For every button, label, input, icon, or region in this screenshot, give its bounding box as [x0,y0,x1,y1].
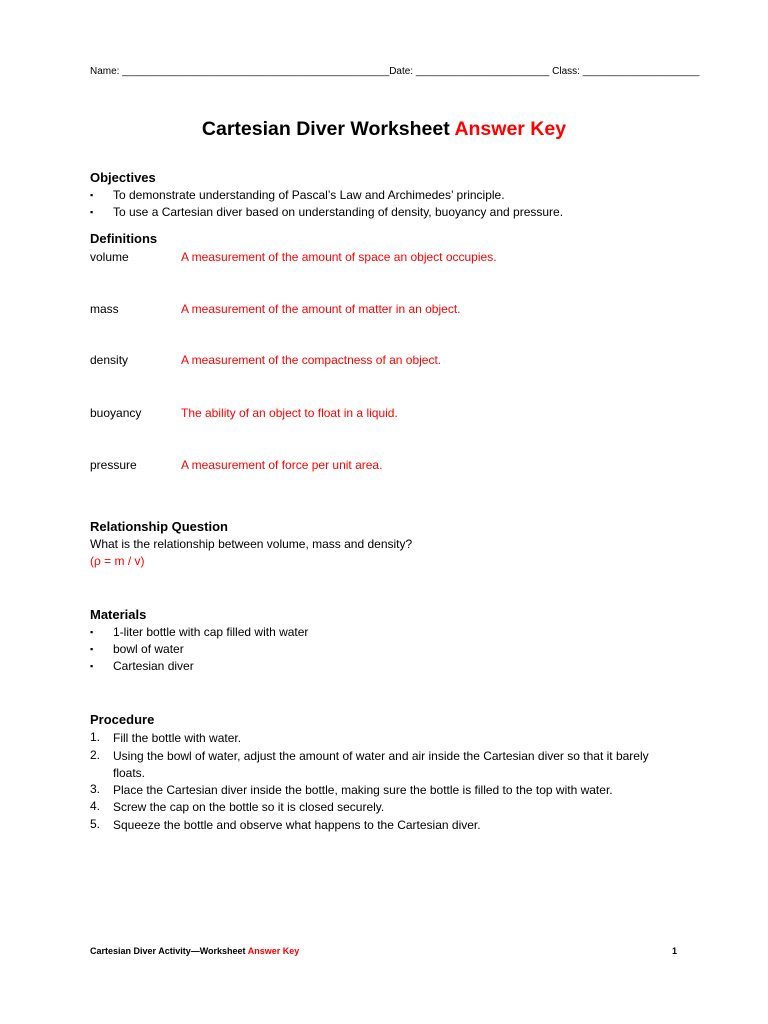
list-item [90,659,194,673]
definitions-heading: Definitions [90,231,158,246]
class-blank: _____________________ [582,66,700,77]
definition-term: density [90,353,129,367]
name-blank: ________________________________________________ [122,66,390,77]
definition-term: mass [90,302,119,316]
footer-answer-key: Answer Key [247,946,300,956]
procedure-step [90,782,670,799]
class-label: Class: [549,66,583,77]
bullet-icon: ▪ [90,661,94,671]
title-answer-key: Answer Key [454,118,567,140]
step-text: Place the Cartesian diver inside the bottle, making sure the bottle is filled to the top with water. [113,783,613,797]
bullet-icon: ▪ [90,644,94,654]
procedure-step [90,799,670,816]
page-title [0,118,768,141]
objectives-heading: Objectives [90,170,156,185]
step-text: Squeeze the bottle and observe what happens to the Cartesian diver. [113,818,481,832]
materials-heading: Materials [90,607,147,622]
footer-title: Cartesian Diver Activity—Worksheet [90,946,248,956]
list-item [90,625,308,639]
list-item [90,205,563,219]
list-item [90,642,184,656]
relationship-heading: Relationship Question [90,519,228,534]
material-text: 1-liter bottle with cap filled with water [113,625,309,639]
step-number: 5. [90,817,101,831]
step-number: 3. [90,782,101,796]
definition-answer: A measurement of the compactness of an object. [181,353,442,367]
step-text: Fill the bottle with water. [113,731,242,745]
procedure-step [90,817,670,834]
step-number: 2. [90,748,101,762]
procedure-step [90,748,670,782]
name-label: Name: [90,66,123,77]
page-footer [90,946,299,956]
definition-term: volume [90,250,129,264]
objective-text: To demonstrate understanding of Pascal’s Law and Archimedes’ principle. [113,188,505,202]
title-main: Cartesian Diver Worksheet [201,118,455,140]
step-number: 1. [90,730,101,744]
bullet-icon: ▪ [90,207,94,217]
definition-term: pressure [90,458,137,472]
bullet-icon: ▪ [90,190,94,200]
definition-answer: The ability of an object to float in a liquid. [181,406,398,420]
definition-answer: A measurement of force per unit area. [181,458,383,472]
procedure-heading: Procedure [90,712,155,727]
procedure-step [90,730,670,747]
student-info-line [90,66,700,77]
objective-text: To use a Cartesian diver based on understanding of density, buoyancy and pressure. [113,205,564,219]
bullet-icon: ▪ [90,627,94,637]
definition-term: buoyancy [90,406,142,420]
material-text: bowl of water [113,642,184,656]
definition-answer: A measurement of the amount of matter in an object. [181,302,461,316]
list-item [90,188,505,202]
definition-answer: A measurement of the amount of space an object occupies. [181,250,497,264]
step-text: Screw the cap on the bottle so it is closed securely. [113,800,385,814]
relationship-question: What is the relationship between volume, mass and density? [90,537,413,551]
relationship-answer: (ρ = m / v) [90,554,145,568]
step-number: 4. [90,799,101,813]
page-number: 1 [672,946,678,956]
date-label: Date: [389,66,416,77]
material-text: Cartesian diver [113,659,194,673]
date-blank: ________________________ [415,66,550,77]
step-text: Using the bowl of water, adjust the amount of water and air inside the Cartesian diver so that it barely floats. [113,749,649,780]
